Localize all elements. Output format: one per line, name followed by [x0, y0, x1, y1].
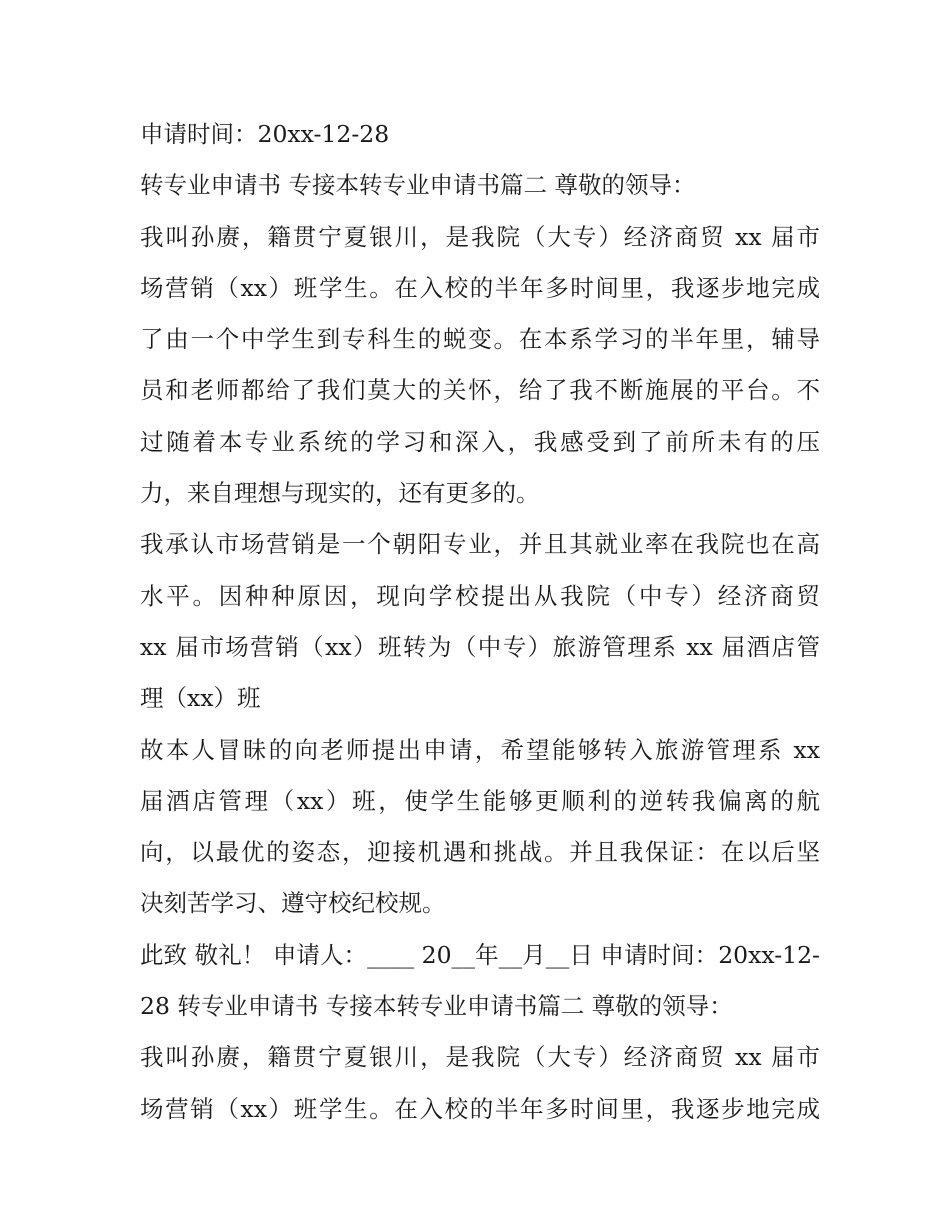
text-line: 届酒店管理（xx）班，使学生能够更顺利的逆转我偏离的航 — [140, 786, 820, 815]
text-line: 水平。因种种原因，现向学校提出从我院（中专）经济商贸 — [140, 581, 820, 610]
text-line: 我承认市场营销是一个朝阳专业，并且其就业率在我院也在高 — [140, 530, 820, 559]
text-line: 决刻苦学习、遵守校纪校规。 — [140, 889, 446, 918]
text-line: 向，以最优的姿态，迎接机遇和挑战。并且我保证：在以后坚 — [140, 838, 820, 867]
text-line: 场营销（xx）班学生。在入校的半年多时间里，我逐步地完成 — [140, 1094, 820, 1123]
text-line: xx 届市场营销（xx）班转为（中专）旅游管理系 xx 届酒店管 — [140, 632, 820, 661]
text-line: 员和老师都给了我们莫大的关怀，给了我不断施展的平台。不 — [140, 376, 820, 405]
text-line: 故本人冒昧的向老师提出申请，希望能够转入旅游管理系 xx — [140, 735, 820, 764]
text-line: 此致 敬礼！ 申请人：____ 20__年__月__日 申请时间：20xx-12- — [140, 940, 820, 969]
text-line: 我叫孙赓，籍贯宁夏银川，是我院（大专）经济商贸 xx 届市 — [140, 222, 820, 251]
text-line: 过随着本专业系统的学习和深入，我感受到了前所未有的压 — [140, 427, 820, 456]
text-line: 理（xx）班 — [140, 684, 261, 713]
text-line: 场营销（xx）班学生。在入校的半年多时间里，我逐步地完成 — [140, 273, 820, 302]
text-line: 我叫孙赓，籍贯宁夏银川，是我院（大专）经济商贸 xx 届市 — [140, 1043, 820, 1072]
document-body — [140, 109, 820, 1135]
text-line: 了由一个中学生到专科生的蜕变。在本系学习的半年里，辅导 — [140, 325, 820, 354]
text-line: 力，来自理想与现实的，还有更多的。 — [140, 479, 540, 508]
text-line: 28 转专业申请书 专接本转专业申请书篇二 尊敬的领导： — [140, 992, 733, 1021]
text-line: 转专业申请书 专接本转专业申请书篇二 尊敬的领导： — [140, 171, 696, 200]
text-line: 申请时间：20xx-12-28 — [140, 120, 390, 148]
